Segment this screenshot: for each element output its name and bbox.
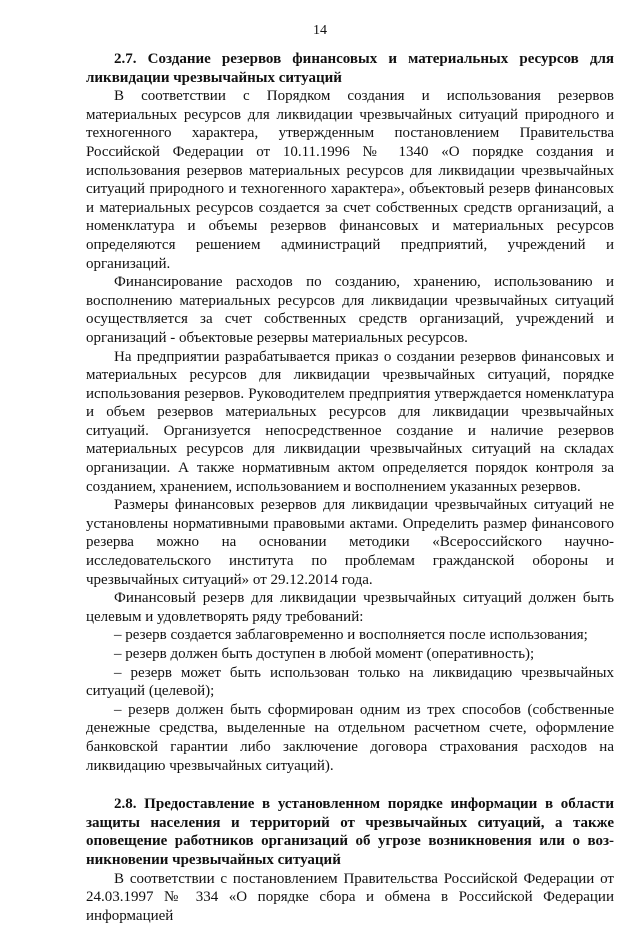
list-item: – резерв должен быть сформирован одним из трех способов (собственные денежные средства, выделенные на отдельном расчетном счете, оформление банковской гарантии либо заключение договора страхования расходов на ликвидацию чрезвычайных ситуаций). (86, 701, 614, 774)
paragraph: Финансирование расходов по созданию, хранению, использованию и восполнению материальных ресурсов для ликвидации чрезвычайных ситуаций осуществляется за счет собственных средств организаций, учреждений и организаций - объектовые резервы материальных ресурсов. (86, 274, 614, 346)
list-item: – резерв создается заблаговременно и восполняется после использования; (114, 627, 588, 644)
page-number: 14 (313, 23, 327, 38)
paragraph: На предприятии разрабатывается приказ о создании резервов финансовых и материальных ресурсов для ликвидации чрезвычайных ситуаций, порядке использования резервов. Руководителем предприятия утверждается номенклатура и объем резервов материальных ресурсов для ликвидации чрезвычайных ситуаций. Организуется непосредственное создание и наличие резервов материальных ресурсов для ликвидации чрезвычайных ситуаций на складах организации. А также нормативным актом определяется порядок контроля за созданием, хранением, использованием и восполнением указанных резервов. (86, 348, 614, 495)
list-item: – резерв может быть использован только на ликвидацию чрезвычайных ситуаций (целевой); (86, 664, 614, 700)
section-heading-2-8: 2.8. Предоставление в установленном порядке информации в области защиты населения и территорий от чрезвычайных ситуаций, а также оповещение работников организаций об угрозе возникновения или о воз-никновении чрезвычайных ситуаций (86, 796, 614, 868)
paragraph: Размеры финансовых резервов для ликвидации чрезвычайных ситуаций не установлены нормативными правовыми актами. Определить размер финансового резерва можно на основании методики «Всероссийского научно-исследовательского института по проблемам гражданской обороны и чрезвычайных ситуаций» от 29.12.2014 года. (86, 497, 614, 588)
requirements-list (86, 626, 614, 775)
list-item: – резерв должен быть доступен в любой момент (оперативность); (114, 646, 535, 662)
section-heading-2-7: 2.7. Создание резервов финансовых и материальных ресурсов для ликвидации чрезвычайных ситуаций (86, 51, 614, 86)
document-body (86, 50, 614, 925)
paragraph: Финансовый резерв для ликвидации чрезвычайных ситуаций должен быть целевым и удовлетворять ряду требований: (86, 590, 614, 625)
paragraph: В соответствии с постановлением Правительства Российской Федерации от 24.03.1997 № 334 «О порядке сбора и обмена в Российской Федерации информацией (86, 870, 614, 924)
paragraph: В соответствии с Порядком создания и использования резервов материальных ресурсов для ликвидации чрезвычайных ситуаций природного и техногенного характера, утвержденным постановлением Правительства Российской Федерации от 10.11.1996 № 1340 «О порядке создания и использования резервов материальных ресурсов для ликвидации чрезвычайных ситуаций природного и техногенного характера», объектовый резерв финансовых и материальных ресурсов создается за счет собственных средств организаций, а номенклатура и объемы резервов финансовых и материальных ресурсов определяются решением администраций предприятий, учреждений и организаций. (86, 88, 614, 272)
